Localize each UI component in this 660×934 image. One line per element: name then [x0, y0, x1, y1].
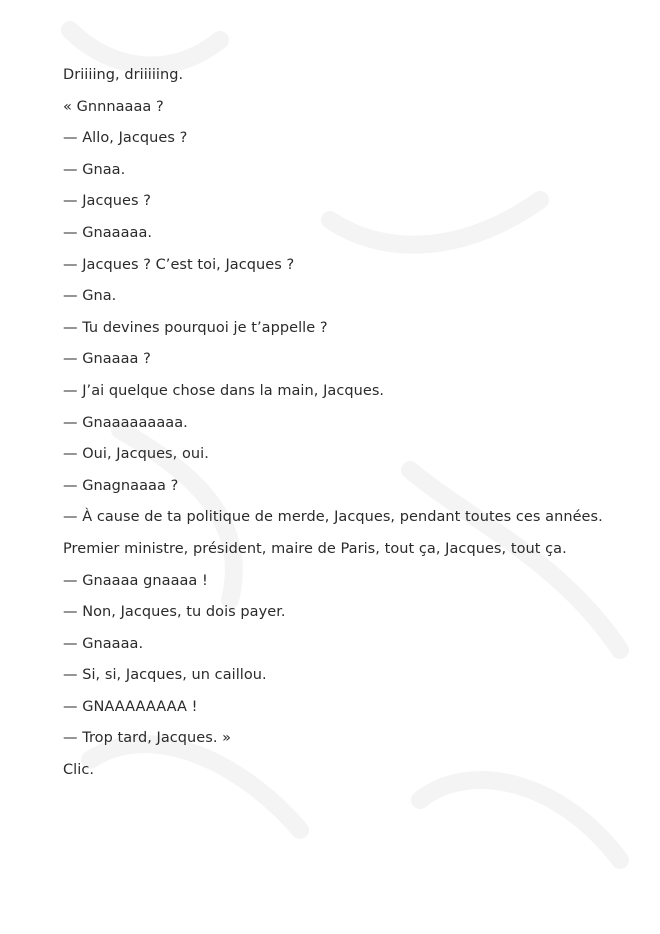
- text-line: — À cause de ta politique de merde, Jacques, pendant toutes ces années.: [63, 509, 603, 526]
- text-line: Driiiing, driiiiing.: [63, 67, 184, 83]
- text-line: — Oui, Jacques, oui.: [63, 446, 209, 463]
- text-line: — Jacques ?: [63, 193, 151, 210]
- text-line: — Gnaa.: [63, 161, 126, 178]
- text-line: — Trop tard, Jacques. »: [63, 730, 232, 747]
- text-line: — Gnaaaa ?: [63, 351, 151, 368]
- text-line: — Gnaaaa.: [63, 635, 144, 652]
- text-line: — Allo, Jacques ?: [63, 130, 188, 147]
- text-line: — Gna.: [63, 288, 117, 305]
- dialogue-text: [63, 60, 623, 787]
- text-line: — Non, Jacques, tu dois payer.: [63, 604, 286, 621]
- text-line: — Gnaaaaa.: [63, 224, 153, 241]
- text-line: — Si, si, Jacques, un caillou.: [63, 667, 267, 684]
- text-line: « Gnnnaaaa ?: [63, 98, 164, 115]
- text-line: — Jacques ? C’est toi, Jacques ?: [63, 256, 295, 273]
- text-line: Clic.: [63, 762, 95, 779]
- text-line: — Gnaaaaaaaaa.: [63, 414, 188, 431]
- text-line: — J’ai quelque chose dans la main, Jacques.: [63, 382, 385, 399]
- text-line: — Tu devines pourquoi je t’appelle ?: [63, 319, 328, 336]
- text-line: — Gnagnaaaa ?: [63, 477, 179, 494]
- text-line: — Gnaaaa gnaaaa !: [63, 572, 208, 589]
- text-line: Premier ministre, président, maire de Paris, tout ça, Jacques, tout ça.: [63, 540, 567, 557]
- text-line: — GNAAAAAAAA !: [63, 698, 198, 715]
